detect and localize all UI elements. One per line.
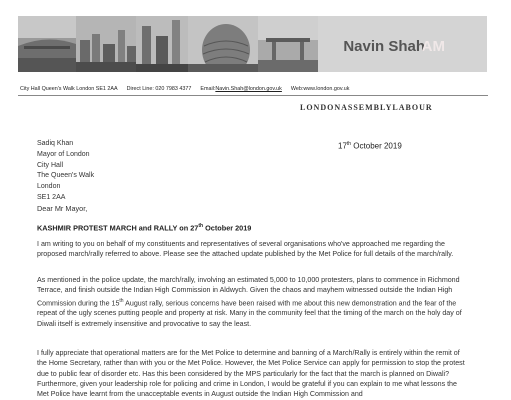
paragraph-2-part-b: August rally, serious concerns have been raised with me about this new demonstration and the fear of the repeat of the ugly scenes putting people and property at risk. Many in the community feel that the timing of the march on the holy day of Diwali itself is extremely insensitive and provocative to say the least. — [37, 298, 462, 328]
london-skyline-photos — [18, 16, 318, 72]
paragraph-1: I am writing to you on behalf of my constituents and representatives of several organisations who've approached me regarding the proposed march/rally referred to above. Please see the attached update published by the Met Police for full details of the march/rally. — [37, 240, 454, 259]
london-assembly-labour-label: LONDONASSEMBLYLABOUR — [300, 103, 433, 112]
subject-date: October 2019 — [203, 223, 252, 233]
address-line: Sadiq Khan — [37, 140, 74, 147]
email-label: Email: — [200, 86, 216, 92]
subject-ordinal: th — [198, 223, 204, 229]
date-month-year: October 2019 — [351, 141, 402, 151]
salutation: Dear Mr Mayor, — [37, 204, 88, 213]
paragraph-3: I fully appreciate that operational matters are for the Met Police to determine and banning of a March/Rally is entirely within the remit of the Home Secretary, rather than with you or the Met Police. However, the Met Police Service can apply for permission to stop the protest due to public fear of disorder etc. Has this been considered by the MPS particularly for the fact that the march is planned on Diwali? Furthermore, given your leadership role for policing and crime in London, I would be grateful if you can explain to me what lessons the Met Police have learnt from the unacceptable events in August outside the Indian High Commission and — [37, 349, 465, 399]
address-line: City Hall — [37, 161, 64, 169]
date-ordinal: th — [346, 141, 352, 147]
skyline-photo-2 — [76, 16, 136, 72]
address-line: SE1 2AA — [37, 193, 66, 201]
office-address: City Hall Queen's Walk London SE1 2AA — [20, 86, 118, 92]
paragraph-2-part-a: As mentioned in the police update, the march/rally, involving an estimated 5,000 to 10,000 protesters, plans to commence in Richmond Terrace, and finish outside the Indian High Commission in Aldwych. Given the chaos and mayhem witnessed outside the Indian High Commission during the 15 — [37, 276, 460, 307]
assembly-member-suffix: AM — [421, 38, 445, 55]
email-contact — [200, 86, 282, 92]
web-contact: Web:www.london.gov.uk — [290, 86, 350, 92]
direct-line: Direct Line: 020 7983 4377 — [126, 86, 192, 92]
skyline-photo-5 — [258, 16, 318, 72]
letterhead-banner — [18, 16, 487, 72]
address-line: The Queen's Walk — [37, 172, 95, 180]
skyline-photo-1 — [18, 16, 76, 72]
email-link[interactable]: Navin.Shah@london.gov.uk — [215, 86, 282, 92]
paragraph-2 — [37, 275, 469, 329]
address-line: Mayor of London — [37, 150, 90, 158]
skyline-photo-3 — [136, 16, 188, 72]
contact-line — [20, 86, 490, 92]
subject-text: KASHMIR PROTEST MARCH and RALLY on 27 — [37, 223, 199, 233]
address-line: London — [37, 183, 61, 191]
header-divider — [18, 95, 488, 96]
recipient-address — [37, 139, 94, 204]
paragraph-2-ordinal: th — [119, 297, 124, 304]
assembly-member-name: Navin Shah — [343, 38, 425, 55]
city-hall-photo — [188, 16, 258, 72]
date-day: 17 — [338, 141, 347, 151]
letter-date — [338, 141, 402, 151]
letter-subject — [37, 223, 251, 232]
